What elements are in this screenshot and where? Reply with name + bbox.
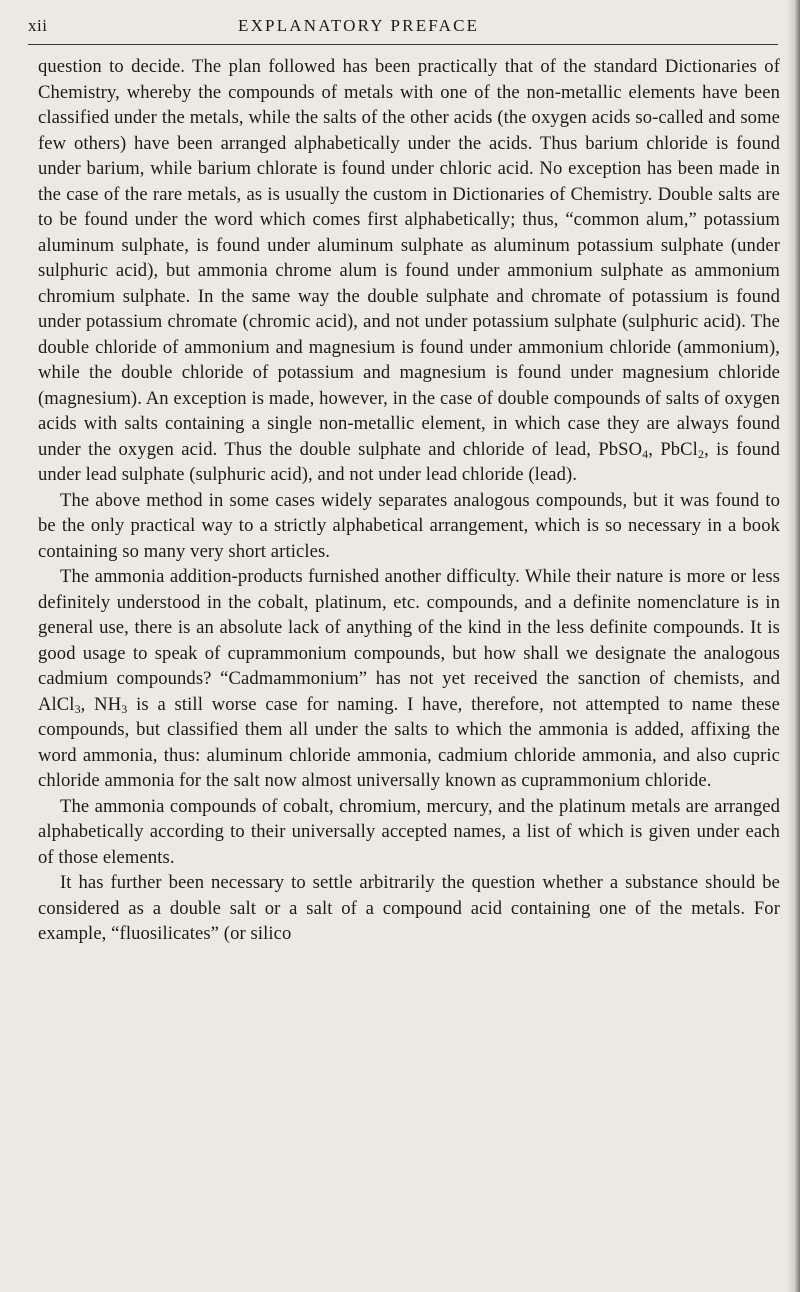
text-run: , is found under lead sulphate (sulphuric acid), and not under lead chloride (lead). <box>38 438 780 485</box>
formula-subscript: 2 <box>697 446 705 461</box>
text-run: The ammonia addition-products furnished another difficulty. While their nature is more or less definitely understood in the cobalt, platinum, etc. compounds, and a definite nomenclature is in general use, there is an absolute lack of anything of the kind in the less definite compounds. It is good usage to speak of cuprammonium compounds, but how shall we designate the analogous cadmium compounds? “Cadmammonium” has not yet received the sanction of chemists, and AlCl <box>38 566 780 715</box>
header-rule <box>28 44 778 45</box>
formula-subscript: 3 <box>121 701 128 716</box>
text-run: , PbCl <box>648 438 698 460</box>
body-text <box>38 54 780 947</box>
paragraph-1 <box>38 54 780 488</box>
page-number: xii <box>28 16 48 35</box>
formula-subscript: 3 <box>74 701 81 716</box>
paragraph-4 <box>38 794 780 871</box>
paragraph-5 <box>38 870 780 947</box>
text-run: is a still worse case for naming. I have, therefore, not attempted to name these compounds, but classified them all under the salts to which the ammonia is added, affixing the word ammonia, thus: aluminum chloride ammonia, cadmium chloride ammonia, and also cupric chloride ammonia for the salt now almost universally known as cuprammonium chloride. <box>38 693 780 791</box>
page-header <box>28 12 788 40</box>
page-edge-shadow <box>786 0 800 1292</box>
running-head: EXPLANATORY PREFACE <box>238 16 480 35</box>
text-run: It has further been necessary to settle arbitrarily the question whether a substance should be considered as a double salt or a salt of a compound acid containing one of the metals. For example, “fluosilicates” (or silico <box>38 872 780 944</box>
paragraph-2 <box>38 488 780 565</box>
text-run: question to decide. The plan followed has been practically that of the standard Dictionaries of Chemistry, whereby the compounds of metals with one of the non-metallic elements have been classified under the metals, while the salts of the other acids (the oxygen acids so-called and some few others) have been arranged alphabetically under the acids. Thus barium chloride is found under barium, while barium chlorate is found under chloric acid. No exception has been made in the case of the rare metals, as is usually the custom in Dictionaries of Chemistry. Double salts are to be found under the word which comes first alphabetically; thus, “common alum,” potassium aluminum sulphate, is found under aluminum sulphate as aluminum potassium sulphate (under sulphuric acid), but ammonia chrome alum is found under ammonium sulphate as ammonium chromium sulphate. In the same way the double sulphate and chromate of potassium is found under potassium chromate (chromic acid), and not under potassium sulphate (sulphuric acid). The double chloride of ammonium and magnesium is found under ammonium chloride (ammonium), while the double chloride of potassium and magnesium is found under magnesium chloride (magnesium). An exception is made, however, in the case of double compounds of salts of oxygen acids with salts containing a single non-metallic element, in which case they are always found under the oxygen acid. Thus the double sulphate and chloride of lead, PbSO <box>38 56 780 460</box>
text-run: , NH <box>80 693 122 715</box>
text-run: The ammonia compounds of cobalt, chromium, mercury, and the platinum metals are arranged alphabetically according to their universally accepted names, a list of which is given under each of those elements. <box>38 795 780 868</box>
paragraph-3 <box>38 564 780 794</box>
text-run: The above method in some cases widely separates analogous compounds, but it was found to be the only practical way to a strictly alphabetical arrangement, which is so necessary in a book containing so many very short articles. <box>38 489 780 562</box>
formula-subscript: 4 <box>642 446 649 461</box>
